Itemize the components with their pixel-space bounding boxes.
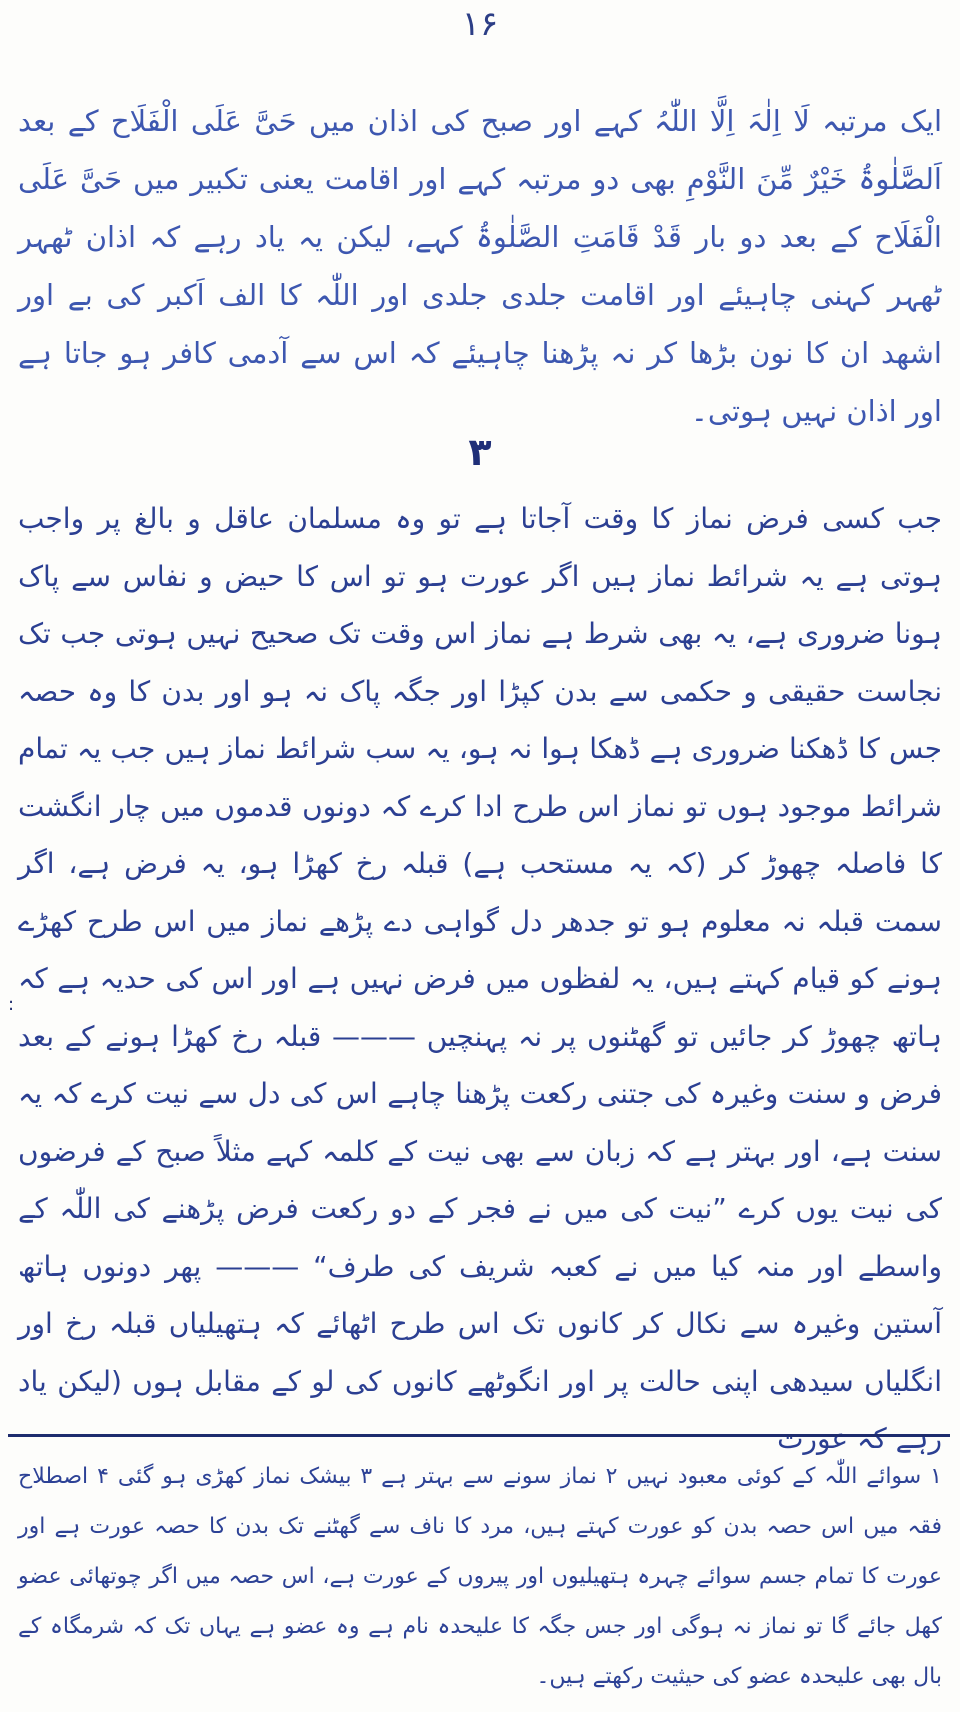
prayer-method-text: جب کسی فرض نماز کا وقت آجاتا ہے تو وہ مسلمان عاقل و بالغ پر واجب ہوتی ہے یہ شرائط نماز ہیں اگر عورت ہو تو اس کا حیض و نفاس سے پاک ہونا ضروری ہے، یہ بھی شرط ہے نماز اس وقت تک صحیح نہیں ہوتی جب تک نجاست حقیقی و حکمی سے بدن کپڑا اور جگہ پاک نہ ہو اور بدن کا وہ حصہ جس کا ڈھکنا ضروری ہے ڈھکا ہوا نہ ہو، یہ سب شرائط نماز ہیں جب یہ تمام شرائط موجود ہوں تو نماز اس طرح ادا کرے کہ دونوں قدموں میں چار انگشت کا فاصلہ چھوڑ کر (کہ یہ مستحب ہے) قبلہ رخ کھڑا ہو، یہ فرض ہے، اگر سمت قبلہ نہ معلوم ہو تو جدھر دل گواہی دے پڑھے نماز میں اس طرح کھڑے ہونے کو قیام کہتے ہیں، یہ لفظوں میں فرض نہیں ہے اور اس کی حدیہ ہے کہ ہاتھ چھوڑ کر جائیں تو گھٹنوں پر نہ پہنچیں ——— قبلہ رخ کھڑا ہونے کے بعد فرض و سنت وغیرہ کی جتنی رکعت پڑھنا چاہے اس کی دل سے نیت کرے کہ یہ سنت ہے، اور بہتر ہے کہ زبان سے بھی نیت کے کلمہ کہے مثلاً صبح کے فرضوں کی نیت یوں کرے ”نیت کی میں نے فجر کے دو رکعت فرض پڑھنے کی اللّٰہ کے واسطے اور منہ کیا میں نے کعبہ شریف کی طرف“ ——— پھر دونوں ہاتھ آستین وغیرہ سے نکال کر کانوں تک اس طرح اٹھائے کہ ہتھیلیاں قبلہ رخ اور انگلیاں سیدھی اپنی حالت پر اور انگوٹھے کانوں کی لو کے مقابل ہوں (لیکن یاد رہے کہ عورت xyxy=(18,502,942,1455)
footnote-divider xyxy=(8,1434,950,1437)
page-number: ۱۶ xyxy=(461,4,499,44)
section-number: ۳ xyxy=(468,430,492,474)
prayer-method-paragraph xyxy=(18,490,942,1468)
footnotes xyxy=(18,1452,942,1702)
adhan-text: ایک مرتبہ لَا اِلٰہَ اِلَّا اللّٰہُ کہے اور صبح کی اذان میں حَیَّ عَلَی الْفَلَاح کے بعد اَلصَّلٰوۃُ خَیْرٌ مِّنَ النَّوْمِ بھی دو مرتبہ کہے اور اقامت یعنی تکبیر میں حَیَّ عَلَی الْفَلَاح کے بعد دو بار قَدْ قَامَتِ الصَّلٰوۃُ کہے، لیکن یہ یاد رہے کہ اذان ٹھہر ٹھہر کہنی چاہیئے اور اقامت جلدی جلدی اور اللّٰہ کا الف اَکبر کی بے اور اشھد ان کا نون بڑھا کر نہ پڑھنا چاہیئے کہ اس سے آدمی کافر ہو جاتا ہے اور اذان نہیں ہوتی۔ xyxy=(18,104,942,428)
footnotes-text: ۱ سوائے اللّٰہ کے کوئی معبود نہیں ۲ نماز سونے سے بہتر ہے ۳ بیشک نماز کھڑی ہو گئی ۴ اصطلاح فقہ میں اس حصہ بدن کو عورت کہتے ہیں، مرد کا ناف سے گھٹنے تک بدن کا حصہ عورت ہے اور عورت کا تمام جسم سوائے چہرہ ہتھیلیوں اور پیروں کے عورت ہے، اس حصہ میں اگر چوتھائی عضو کھل جائے گا تو نماز نہ ہوگی اور جس جگہ کا علیحدہ نام ہے وہ عضو ہے یہاں تک کہ شرمگاہ کے بال بھی علیحدہ عضو کی حیثیت رکھتے ہیں۔ xyxy=(18,1464,942,1689)
adhan-paragraph xyxy=(18,92,942,440)
margin-mark: : xyxy=(8,994,15,1015)
